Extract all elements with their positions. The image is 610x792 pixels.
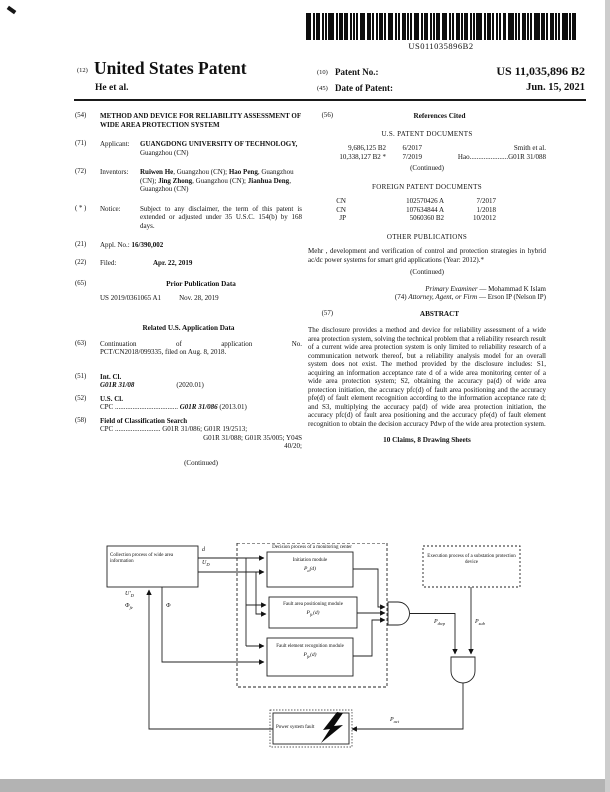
- fault-element-module-label: Fault element recognition module $P_{fe}(d)$: [276, 644, 344, 660]
- field-search-label: Field of Classification Search: [100, 416, 188, 425]
- section-continuation-63: (63) Continuation of application No. PCT/CN2018/099335, filed on Aug. 8, 2018.: [75, 339, 302, 356]
- execution-label: Execution process of a substation protection device: [427, 554, 516, 565]
- fault-area-module-label: Fault area positioning module $P_{fc}(d)$: [283, 602, 343, 618]
- cpc-line-3: 40/20;: [284, 442, 302, 450]
- wire-feedback: [149, 590, 273, 729]
- filed-label: Filed:: [100, 258, 117, 267]
- inventors-value: Ruiwen He, Guangzhou (CN); Hao Peng, Guangzhou (CN); Jing Zhong, Guangzhou (CN); Jianhua Deng, Guangzhou (CN): [140, 168, 294, 193]
- wire-ud-area: [256, 572, 266, 614]
- continuation-line2: PCT/CN2018/099335, filed on Aug. 8, 2018.: [100, 348, 227, 356]
- barcode-text: US011035896B2: [408, 41, 474, 51]
- applicant-label: Applicant:: [100, 140, 130, 148]
- us-cl-label: U.S. Cl.: [100, 394, 123, 403]
- foreign-doc-row: CN 107634844 A 1/2018: [336, 205, 496, 214]
- claims-line: 10 Claims, 8 Drawing Sheets: [383, 436, 471, 444]
- section-abstract-57: (57) ABSTRACT: [308, 310, 546, 324]
- date-value: Jun. 15, 2021: [526, 82, 585, 93]
- references-title: References Cited: [413, 112, 466, 120]
- and-gate-2: [451, 657, 475, 683]
- field-search-continued: (Continued): [184, 458, 218, 467]
- notice-label: Notice:: [100, 204, 121, 213]
- signal-ud: $U_D$: [202, 560, 210, 568]
- int-cl-label: Int. Cl.: [100, 372, 122, 381]
- int-cl-row: G01R 31/08 (2020.01): [100, 381, 204, 389]
- continuation-line1: Continuation of application No.: [100, 339, 302, 348]
- examiner-line: Primary Examiner — Mohammad K Islam: [425, 284, 546, 293]
- section-title-54: (54) METHOD AND DEVICE FOR RELIABILITY ASSESSMENT OF WIDE AREA PROTECTION SYSTEM: [75, 112, 301, 129]
- invention-title: METHOD AND DEVICE FOR RELIABILITY ASSESSMENT OF WIDE AREA PROTECTION SYSTEM: [100, 112, 301, 129]
- section-notice: ( * ) Notice: Subject to any disclaimer, the term of this patent is extended or adjusted under 35 U.S.C. 154(b) by 168 days.: [75, 204, 302, 230]
- filed-value: Apr. 22, 2019: [153, 258, 193, 267]
- notice-text: Subject to any disclaimer, the term of this patent is extended or adjusted under 35 U.S.C. 154(b) by 168 days.: [140, 204, 302, 230]
- section-int-cl-51: (51) Int. Cl. G01R 31/08 (2020.01): [75, 373, 302, 390]
- inventors-label: Inventors:: [100, 168, 129, 176]
- barcode: [296, 13, 586, 40]
- wire-elem-gate: [353, 620, 385, 656]
- collection-label: Collection process of wide area information: [110, 553, 174, 564]
- related-data-title: Related U.S. Application Data: [142, 324, 235, 332]
- wire-gate1-out: [410, 614, 455, 655]
- barcode-block: [296, 13, 586, 51]
- signal-phi: Φ: [166, 603, 171, 609]
- date-label: Date of Patent:: [335, 83, 393, 93]
- abstract-text: The disclosure provides a method and device for reliability assessment of a wide area protection system, solving the technical problem that a reliability research result of a current wide area protection system is only limited to reliability research of a communication network thereof, but a reliability analysis model for an overall system does not exist. The method provided by the disclosure includes: S1, acquiring an information acceptance rate d of a wide area monitoring center of a wide area protection system; S2, obtaining the accuracy pa(d) of wide area protection initiation, the accuracy pfc(d) of fault area positioning and the accuracy pfe(d) of fault element recognition according to the information acceptance rate d; and S3, multiplying the accuracy pa(d) of wide area protection initiation, the accuracy pfc(d) of fault area positioning and the accuracy pfe(d) of fault element recognition to obtain the decision accuracy Pdwp of the wide area protection system.: [308, 326, 546, 428]
- section-references-56: (56) References Cited: [308, 112, 546, 126]
- wire-gate2-out: [352, 683, 463, 729]
- right-column: [308, 112, 546, 445]
- section-field-search-58: (58) Field of Classification Search CPC .......................... G01R 31/086; G01R 19/2513; G01R 31/088; G01R 35/005; Y04S 40/20; (Continued): [75, 416, 302, 467]
- cpc-line-1: CPC .......................... G01R 31/086; G01R 19/2513;: [100, 425, 248, 433]
- patent-no-num: (10): [317, 69, 328, 76]
- page-title: United States Patent: [94, 58, 247, 78]
- us-cl-row: CPC .................................... G01R 31/086 (2013.01): [100, 403, 247, 411]
- section-appl-no-21: (21) Appl. No.: 16/390,002: [75, 241, 302, 250]
- scan-artifact: [7, 6, 17, 14]
- decision-label: Decision process of a monitoring center: [272, 545, 352, 550]
- applicant-value: GUANGDONG UNIVERSITY OF TECHNOLOGY, Guangzhou (CN): [140, 140, 298, 157]
- patent-no-value: US 11,035,896 B2: [496, 64, 585, 78]
- date-num: (45): [317, 85, 328, 92]
- and-gate-1: [388, 602, 410, 625]
- attorney-line: (74) Attorney, Agent, or Firm — Erson IP (Nelson IP): [394, 293, 546, 301]
- patent-no-label: Patent No.:: [335, 67, 379, 77]
- wire-phi: [162, 587, 264, 662]
- kind-code-num: (12): [77, 67, 88, 74]
- foreign-doc-row: JP 5060360 B2 10/2012: [339, 214, 496, 222]
- section-us-cl-52: (52) U.S. Cl. CPC .................................... G01R 31/086 (2013.01): [75, 395, 302, 412]
- execution-box: [423, 546, 520, 587]
- header-rule: [74, 99, 586, 101]
- appl-no: Appl. No.: 16/390,002: [100, 241, 164, 249]
- prior-pub-row: US 2019/0361065 A1 Nov. 28, 2019: [100, 293, 219, 302]
- section-inventors-72: (72) Inventors: Ruiwen He, Guangzhou (CN); Hao Peng, Guangzhou (CN); Jing Zhong, Guangzhou (CN); Jianhua Deng, Guangzhou (CN): [75, 168, 302, 194]
- scan-edge-bottom: [0, 779, 610, 792]
- figure-diagram: [50, 543, 565, 791]
- left-column: [75, 112, 302, 467]
- scan-edge-right: [605, 0, 610, 792]
- us-docs-continued: (Continued): [410, 164, 444, 172]
- signal-pdwp: $P_{dwp}$: [434, 619, 446, 627]
- section-filed-22: (22) Filed: Apr. 22, 2019: [75, 259, 302, 268]
- other-pub-title: OTHER PUBLICATIONS: [386, 232, 468, 241]
- power-fault-label: Power system fault: [276, 725, 315, 730]
- initiation-module-label: Initiation module $P_a(d)$: [292, 558, 328, 574]
- signal-pact: $P_{act}$: [390, 717, 400, 725]
- us-doc-row: 9,686,125 B2 6/2017 Smith et al.: [348, 144, 546, 152]
- signal-psub: $P_{sub}$: [475, 619, 485, 627]
- cpc-line-2: G01R 31/088; G01R 35/005; Y04S: [203, 433, 302, 442]
- signal-phi-fe: $\Phi_{fe}$: [125, 603, 133, 611]
- other-pub-text: Mehr , development and verification of control and protection strategies in hybrid ac/dc power systems for smart grid applications (Year: 2012).*: [308, 247, 546, 264]
- signal-d: d: [202, 547, 205, 553]
- us-doc-row: 10,338,127 B2 * 7/2019 Hao......................G01R 31/088: [339, 152, 546, 161]
- signal-ud-prime: $U'_D$: [125, 591, 134, 599]
- section-applicant-71: (71) Applicant: GUANGDONG UNIVERSITY OF TECHNOLOGY, Guangzhou (CN): [75, 140, 302, 157]
- section-prior-pub-65: (65) Prior Publication Data US 2019/0361065 A1 Nov. 28, 2019: [75, 280, 302, 302]
- other-pub-continued: (Continued): [410, 268, 444, 276]
- prior-pub-title: Prior Publication Data: [166, 280, 236, 288]
- diagram-canvas: [50, 543, 565, 791]
- us-docs-title: U.S. PATENT DOCUMENTS: [381, 129, 473, 138]
- foreign-doc-row: CN 102570426 A 7/2017: [336, 197, 496, 205]
- wire-init-gate: [353, 569, 385, 607]
- author-line: He et al.: [95, 83, 129, 93]
- abstract-title: ABSTRACT: [419, 309, 460, 318]
- foreign-docs-title: FOREIGN PATENT DOCUMENTS: [372, 182, 482, 191]
